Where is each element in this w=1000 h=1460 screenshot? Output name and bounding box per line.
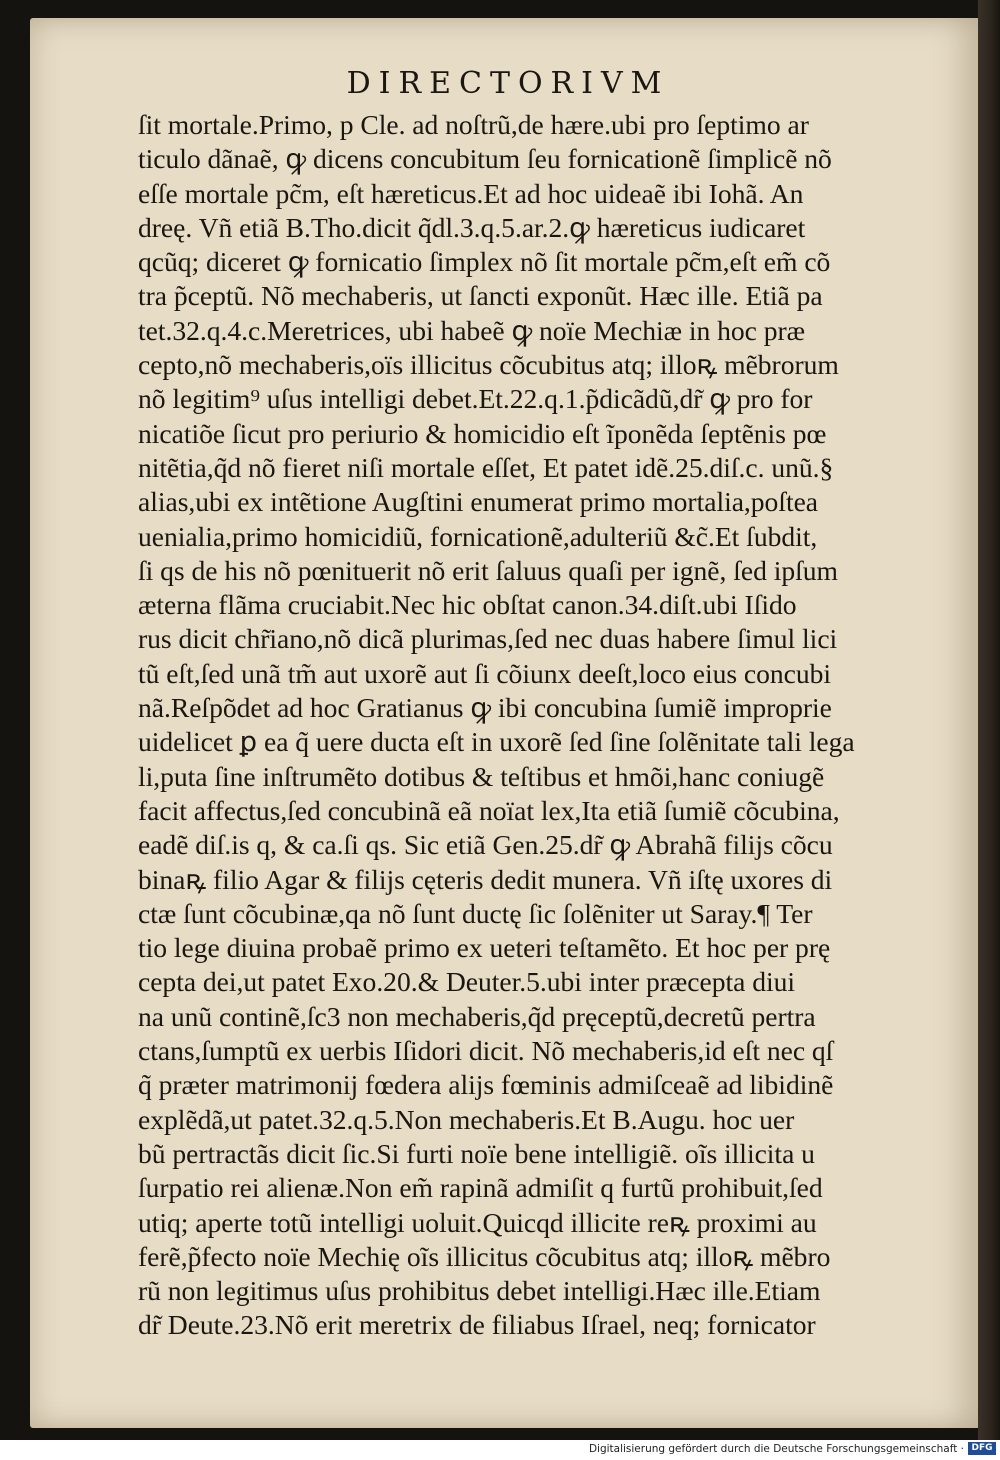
text-line: rũ non legitimus uſus prohibitus debet intelligi.Hæc ille.Etiam — [138, 1275, 821, 1307]
dfg-logo: DFG — [968, 1442, 996, 1455]
text-line: ferẽ,p̃fecto noïe Mechię oĩs illicitus cõcubitus atq; illoꝶ mẽbro — [138, 1240, 831, 1272]
text-line: alias,ubi ex intẽtione Augſtini enumerat primo mortalia,poſtea — [138, 486, 819, 518]
page-edge — [978, 0, 1000, 1440]
text-line: facit affectus,ſed concubinã eã noïat lex,Ita etiã ſumiẽ cõcubina, — [138, 794, 840, 826]
text-line: æterna flãma cruciabit.Nec hic obſtat canon.34.diſt.ubi Iſido — [138, 589, 797, 621]
text-line: q̃ præter matrimonij fœdera alijs fœminis admiſceaẽ ad libidinẽ — [138, 1069, 834, 1101]
text-line: dr̃ Deute.23.Nõ erit meretrix de filiabus Iſrael, neq; fornicator — [138, 1309, 816, 1341]
text-line: nã.Reſpõdet ad hoc Gratianus ꝙ ibi concubina ſumiẽ improprie — [138, 692, 832, 724]
text-line: uenialia,primo homicidiũ, fornicationẽ,adulteriũ &c̃.Et ſubdit, — [138, 520, 818, 552]
text-line: tet.32.q.4.c.Meretrices, ubi habeẽ ꝙ noïe Mechiæ in hoc præ — [138, 314, 805, 346]
text-line: cepta dei,ut patet Exo.20.& Deuter.5.ubi inter præcepta diui — [138, 966, 796, 998]
text-line: uidelicet ꝑ ea q̃ uere ducta eſt in uxorẽ ſed ſine ſolẽnitate tali lega — [138, 726, 855, 758]
text-line: utiq; aperte totũ intelligi uoluit.Quicqd illicite reꝶ proximi au — [138, 1206, 817, 1238]
text-line: ctæ ſunt cõcubinæ,qa nõ ſunt ductę ſic ſolẽniter ut Saray.¶ Ter — [138, 897, 813, 929]
text-line: explẽdã,ut patet.32.q.5.Non mechaberis.Et B.Augu. hoc uer — [138, 1103, 795, 1135]
text-line: dreę. Vñ etiã B.Tho.dicit q̃dl.3.q.5.ar.2.ꝙ hæreticus iudicaret — [138, 211, 806, 243]
text-line: na unũ continẽ,ſc3 non mechaberis,q̃d pręceptũ,decretũ pertra — [138, 1000, 816, 1032]
text-line: tũ eſt,ſed unã tm̃ aut uxorẽ aut ſi cõiunx deeſt,loco eius concubi — [138, 657, 832, 689]
text-line: binaꝶ filio Agar & filijs cęteris dedit munera. Vñ iſtę uxores di — [138, 863, 833, 895]
text-line: qcũq; diceret ꝙ fornicatio ſimplex nõ ſit mortale pc̃m,eſt em̃ cõ — [138, 246, 831, 278]
text-line: rus dicit chr̃iano,nõ dicã plurimas,ſed nec duas habere ſimul lici — [138, 623, 838, 655]
text-line: ſit mortale.Primo, p Cle. ad noſtrũ,de hære.ubi pro ſeptimo ar — [138, 109, 809, 140]
text-block — [138, 108, 900, 1343]
text-line: eadẽ diſ.is q, & ca.ſi qs. Sic etiã Gen.25.dr̃ ꝙ Abrahã filijs cõcu — [138, 829, 833, 861]
text-line: ſi qs de his nõ pœnituerit nõ erit ſaluus quaſi per ignẽ, ſed ipſum — [138, 554, 838, 586]
text-line: tio lege diuina probaẽ primo ex ueteri teſtamẽto. Et hoc per prę — [138, 932, 831, 964]
text-line: cepto,nõ mechaberis,oïs illicitus cõcubitus atq; illoꝶ mẽbrorum — [138, 349, 839, 381]
text-line: nicatiõe ſicut pro periurio & homicidio eſt ĩponẽda ſeptẽnis pœ — [138, 417, 827, 449]
text-line: ſurpatio rei alienæ.Non em̃ rapinã admiſit q furtũ prohibuit,ſed — [138, 1172, 823, 1204]
funding-note: Digitalisierung gefördert durch die Deutsche Forschungsgemeinschaft · — [588, 1443, 964, 1455]
text-line: tra p̃ceptũ. Nõ mechaberis, ut ſancti exponũt. Hæc ille. Etiã pa — [138, 280, 823, 312]
footer-bar — [0, 1440, 1000, 1460]
text-line: nõ legitim⁹ uſus intelligi debet.Et.22.q.1.p̃dicãdũ,dr̃ ꝙ pro for — [138, 383, 813, 415]
running-head: DIRECTORIVM — [346, 66, 670, 101]
text-line: eſſe mortale pc̃m, eſt hæreticus.Et ad hoc uideaẽ ibi Iohã. An — [138, 177, 804, 209]
text-line: ticulo dãnaẽ, ꝙ dicens concubitum ſeu fornicationẽ ſimplicẽ nõ — [138, 143, 832, 175]
text-line: ctans,ſumptũ ex uerbis Iſidori dicit. Nõ mechaberis,id eſt nec qſ — [138, 1035, 834, 1067]
text-line: nitẽtia,q̃d nõ fieret niſi mortale eſſet, Et patet idẽ.25.diſ.c. unũ.§ — [138, 451, 834, 483]
text-line: bũ pertractãs dicit ſic.Si furti noïe bene intelligiẽ. oĩs illicita u — [138, 1137, 815, 1169]
text-line: li,puta ſine inſtrumẽto dotibus & teſtibus et hmõi,hanc coniugẽ — [138, 760, 825, 792]
